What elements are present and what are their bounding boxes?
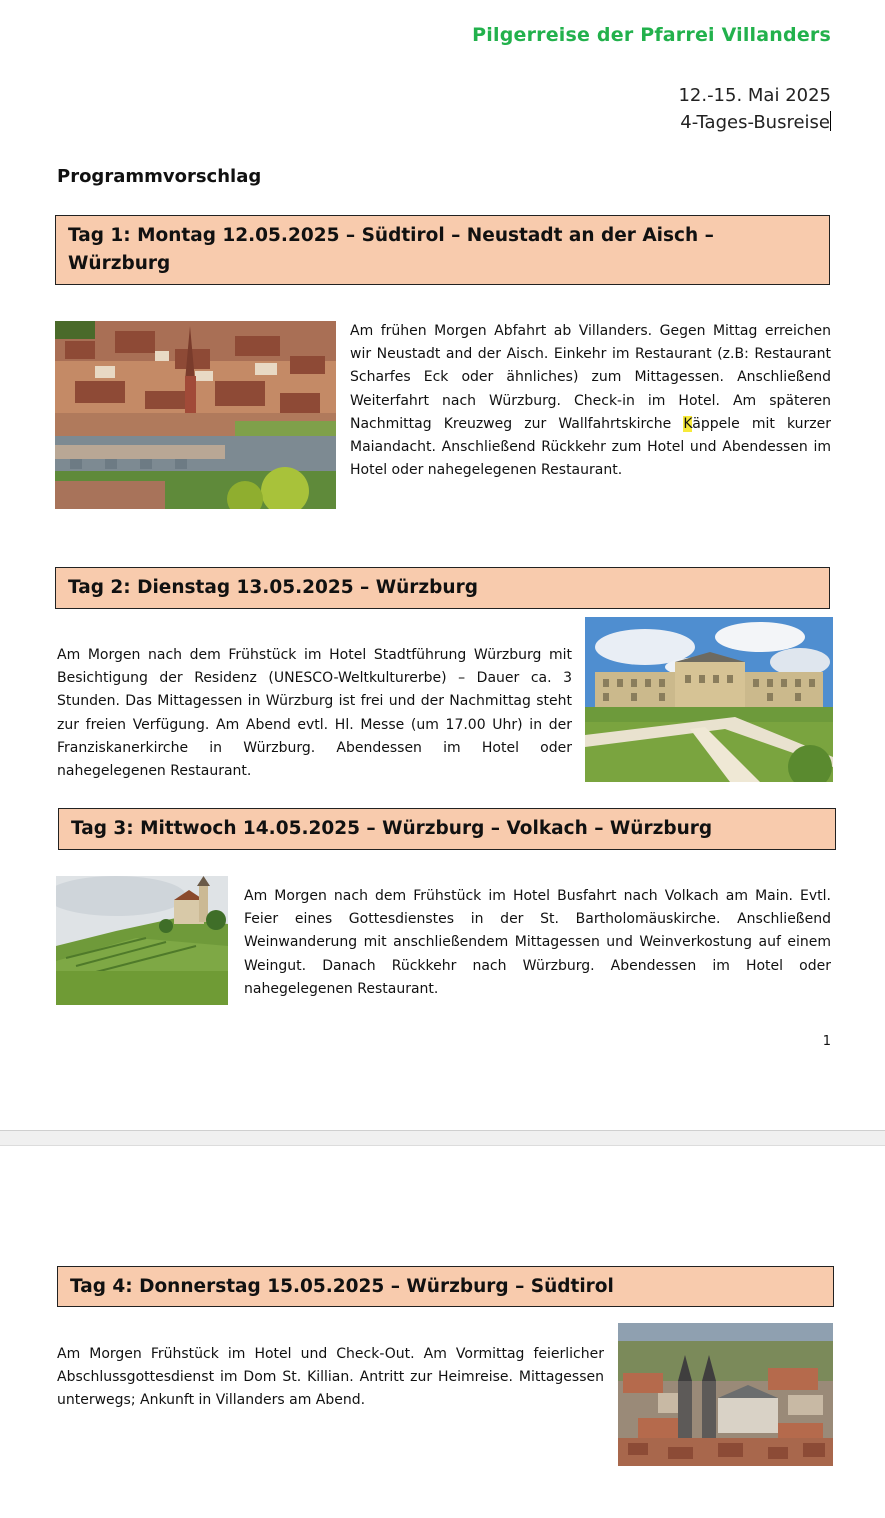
day3-photo-vineyard [56,876,228,1005]
day1-description [350,320,831,482]
program-heading: Programmvorschlag [57,166,262,187]
page-number: 1 [822,1034,831,1049]
trip-type-line [678,109,831,136]
day2-heading: Tag 2: Dienstag 13.05.2025 – Würzburg [55,567,830,609]
day2-description: Am Morgen nach dem Frühstück im Hotel Stadtführung Würzburg mit Besichtigung der Residenz (UNESCO-Weltkulturerbe) – Dauer ca. 3 Stunden. Das Mittagessen in Würzburg ist frei und der Nachmittag steht zur freien Verfügung. Am Abend evtl. Hl. Messe (um 17.00 Uhr) in der Franziskanerkirche in Würzburg. Abendessen im Hotel oder nahegelegenen Restaurant. [57,647,572,780]
day4-description: Am Morgen Frühstück im Hotel und Check-Out. Am Vormittag feierlicher Abschlussgottesdienst im Dom St. Killian. Antritt zur Heimreise. Mittagessen unterwegs; Ankunft in Villanders am Abend. [57,1346,604,1409]
day4-photo-dom-kilian [618,1323,833,1466]
day4-heading: Tag 4: Donnerstag 15.05.2025 – Würzburg – Südtirol [57,1266,834,1307]
document-title: Pilgerreise der Pfarrei Villanders [472,24,831,46]
text-cursor [830,111,831,131]
day1-highlight: K [683,415,693,432]
trip-type: 4-Tages-Busreise [680,112,830,133]
day3-description: Am Morgen nach dem Frühstück im Hotel Busfahrt nach Volkach am Main. Evtl. Feier eines Gottesdienstes in der St. Bartholomäuskirche. Anschließend Weinwanderung mit anschließendem Mittagessen und Weinverkostung auf einem Weingut. Danach Rückkehr nach Würzburg. Abendessen im Hotel oder nahegelegenen Restaurant. [244,888,831,997]
day3-heading: Tag 3: Mittwoch 14.05.2025 – Würzburg – Volkach – Würzburg [58,808,836,850]
day1-heading: Tag 1: Montag 12.05.2025 – Südtirol – Neustadt an der Aisch – Würzburg [55,215,830,285]
trip-dates: 12.-15. Mai 2025 [678,85,831,106]
page-break [0,1130,885,1146]
day1-photo-wuerzburg-city [55,321,336,509]
day1-text-part1: Am frühen Morgen Abfahrt ab Villanders. Gegen Mittag erreichen wir Neustadt and der Aisch. Einkehr im Restaurant (z.B: Restaurant Scharfes Eck oder ähnliches) zum Mittagessen. Anschließend Weiterfahrt nach Würzburg. Check-in im Hotel. Am späteren Nachmittag Kreuzweg zur Wallfahrtskirche [350,323,831,432]
trip-info [678,82,831,136]
day2-photo-residenz [585,617,833,782]
day1-text-part2: äppele mit kurzer Maiandacht. Anschließend Rückkehr zum Hotel und Abendessen im Hotel oder nahegelegenen Restaurant. [350,415,831,479]
